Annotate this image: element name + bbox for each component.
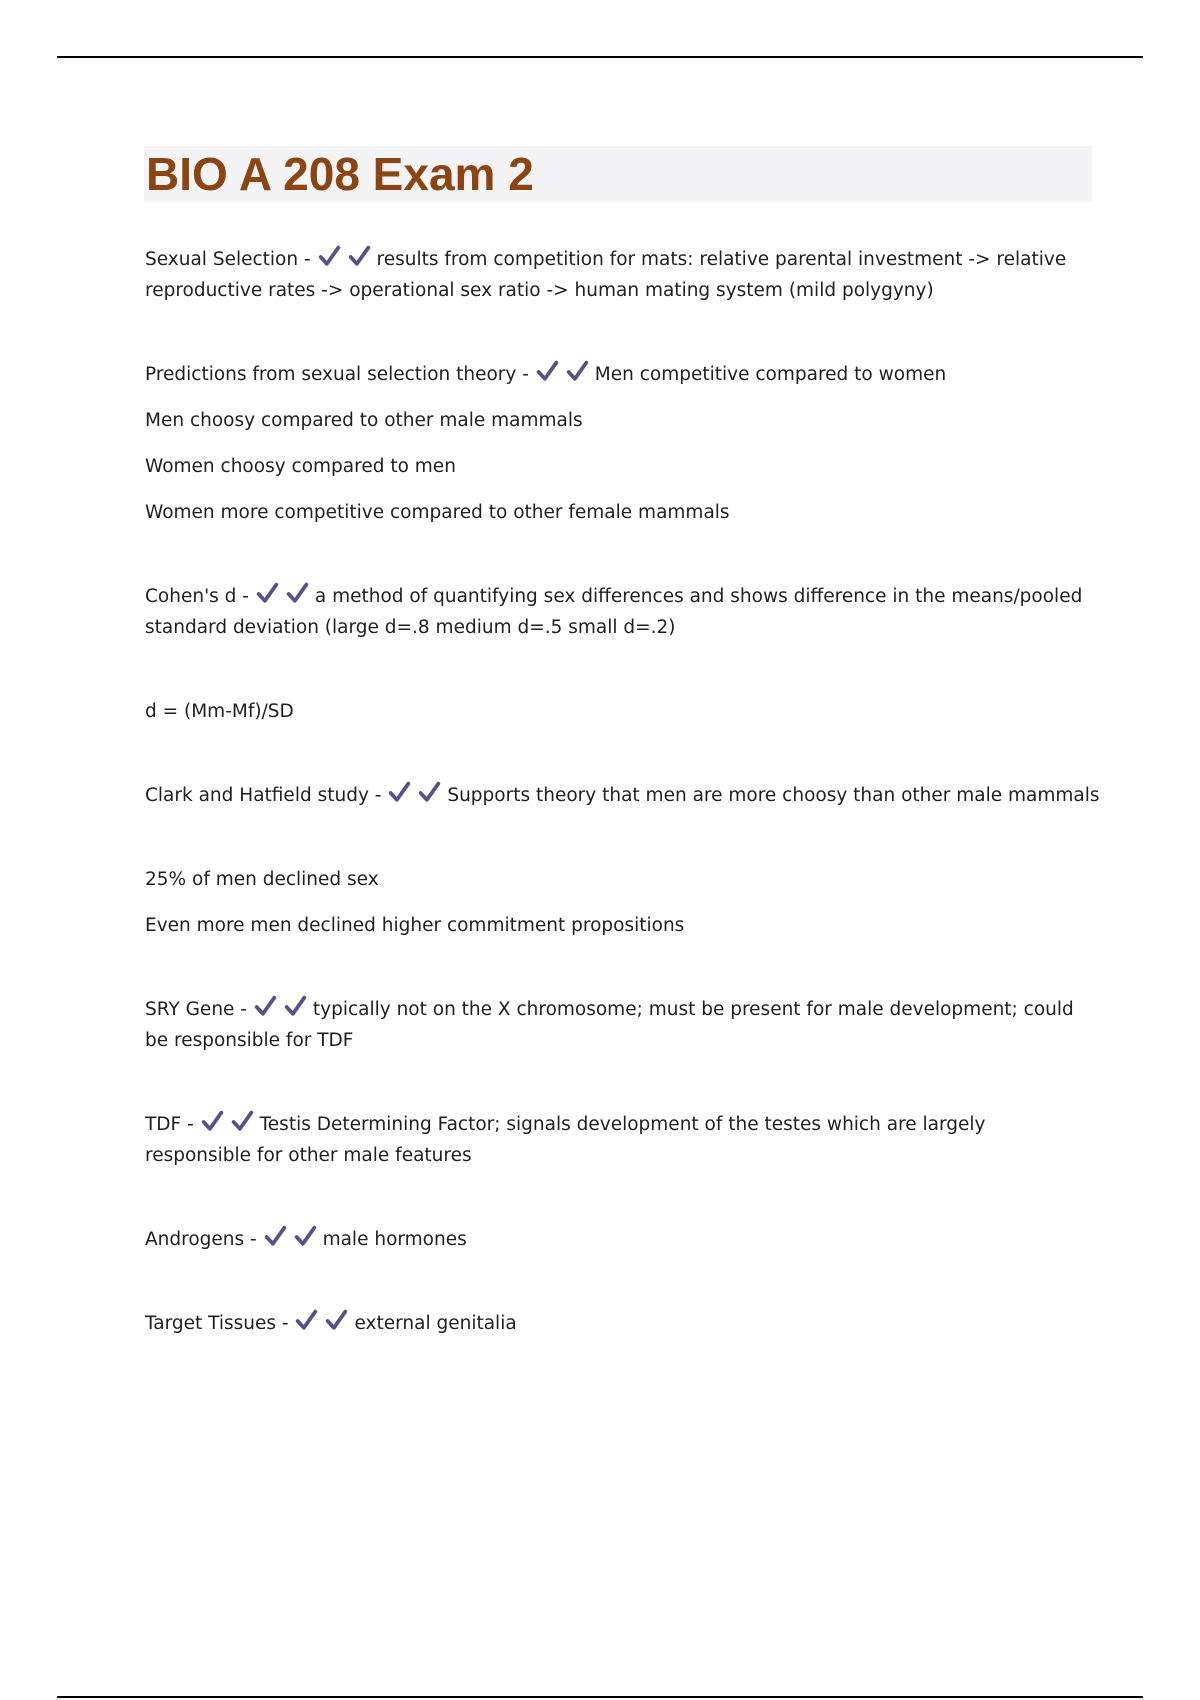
entry-definition: external genitalia	[354, 1313, 517, 1334]
entry-term: Predictions from sexual selection theory -	[145, 364, 529, 385]
formula-line: d = (Mm-Mf)/SD	[145, 701, 294, 722]
check-icon	[347, 244, 372, 269]
entry-cohens-d	[145, 581, 1085, 643]
check-icon	[317, 244, 342, 269]
entry-sexual-selection	[145, 244, 1085, 306]
check-icon	[283, 994, 308, 1019]
prediction-line: Men choosy compared to other male mammals	[145, 410, 583, 431]
check-icon	[535, 359, 560, 384]
entry-definition: typically not on the X chromosome; must be present for male development; could be responsible for TDF	[145, 999, 1074, 1051]
document-title: BIO A 208 Exam 2	[146, 148, 534, 200]
prediction-line: Women choosy compared to men	[145, 456, 456, 477]
entry-term: SRY Gene -	[145, 999, 247, 1020]
entry-definition: results from competition for mats: relative parental investment -> relative reproductive rates -> operational sex ratio -> human mating system (mild polygyny)	[145, 249, 1067, 301]
entry-clark-hatfield	[145, 780, 1100, 811]
check-icon	[417, 780, 442, 805]
check-icon	[293, 1224, 318, 1249]
check-icon	[387, 780, 412, 805]
entry-predictions	[145, 359, 1085, 390]
entry-term: Target Tissues -	[145, 1313, 289, 1334]
entry-term: TDF -	[145, 1114, 194, 1135]
entry-definition: male hormones	[322, 1229, 467, 1250]
entry-term: Androgens -	[145, 1229, 257, 1250]
check-icon	[294, 1308, 319, 1333]
check-icon	[200, 1109, 225, 1134]
study-finding-line: 25% of men declined sex	[145, 869, 379, 890]
entry-sry-gene	[145, 994, 1085, 1056]
entry-androgens	[145, 1224, 1085, 1255]
entry-tdf	[145, 1109, 1085, 1171]
entry-definition: Men competitive compared to women	[594, 364, 947, 385]
entry-term: Cohen's d -	[145, 586, 249, 607]
check-icon	[324, 1308, 349, 1333]
bottom-rule	[57, 1696, 1143, 1698]
top-rule	[57, 56, 1143, 58]
entry-term: Sexual Selection -	[145, 249, 311, 270]
entry-target-tissues	[145, 1308, 1085, 1339]
check-icon	[253, 994, 278, 1019]
check-icon	[255, 581, 280, 606]
check-icon	[565, 359, 590, 384]
entry-term: Clark and Hatfield study -	[145, 785, 382, 806]
entry-definition: Supports theory that men are more choosy than other male mammals	[447, 785, 1100, 806]
prediction-line: Women more competitive compared to other female mammals	[145, 502, 730, 523]
check-icon	[263, 1224, 288, 1249]
check-icon	[285, 581, 310, 606]
flashcard-list	[145, 244, 1100, 1339]
study-finding-line: Even more men declined higher commitment propositions	[145, 915, 685, 936]
entry-definition: a method of quantifying sex differences and shows difference in the means/pooled standard deviation (large d=.8 medium d=.5 small d=.2)	[145, 586, 1083, 638]
entry-definition: Testis Determining Factor; signals development of the testes which are largely responsible for other male features	[145, 1114, 986, 1166]
check-icon	[230, 1109, 255, 1134]
